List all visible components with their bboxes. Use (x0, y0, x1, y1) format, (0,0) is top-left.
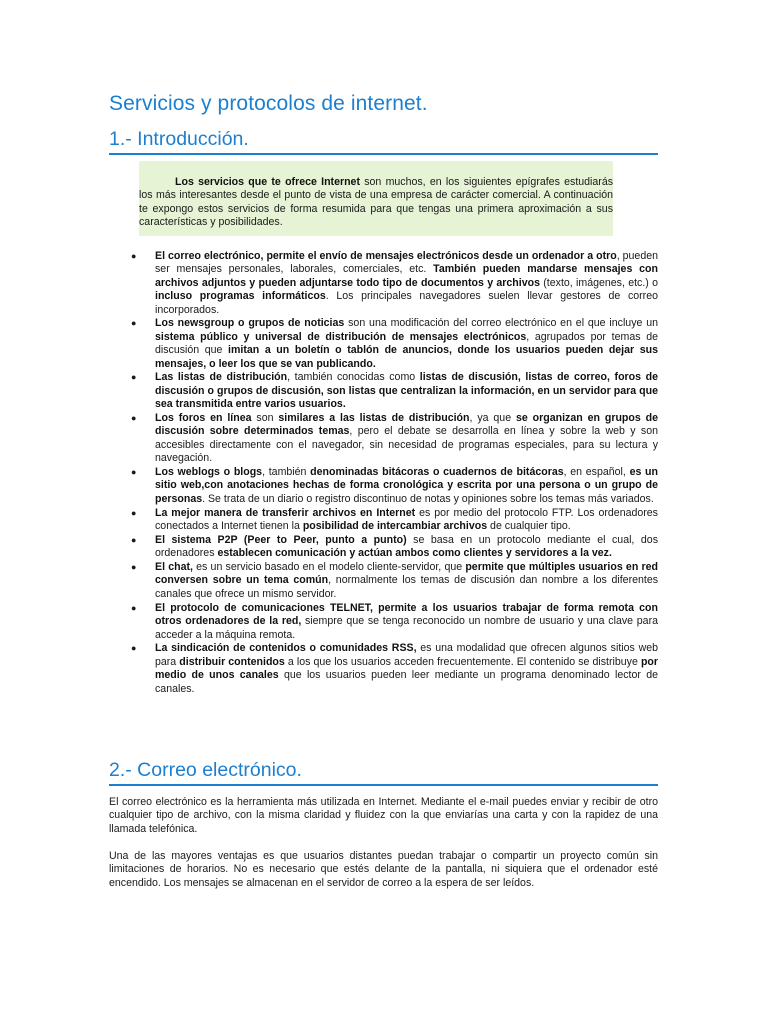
section-2-heading: 2.- Correo electrónico. (109, 759, 658, 786)
service-bold-text: El chat, (155, 561, 193, 574)
bullet-icon: ● (131, 534, 137, 545)
service-list-item (119, 534, 658, 561)
service-bold-text: permite que múltiples usuarios en red conversen sobre un tema común (155, 561, 658, 587)
services-list (119, 250, 658, 696)
service-text: es por medio del protocolo FTP. Los ordenadores conectados a Internet tienen la (155, 506, 658, 533)
service-text: , normalmente los temas de discusión dan nombre a los diferentes canales que ofrece un mismo servidor. (155, 574, 659, 600)
service-bold-text: denominadas bitácoras o cuadernos de bitácoras (310, 466, 564, 479)
service-text: , agrupados por temas de discusión que (155, 330, 658, 357)
service-list-item (119, 466, 658, 506)
service-list-item (119, 250, 658, 317)
service-bold-text: imitan a un boletín o tablón de anuncios, donde los usuarios pueden dejar sus mensajes, o leer los que se van publicando. (155, 344, 658, 370)
service-text: que los usuarios pueden leer mediante un programa denominado lector de canales. (155, 669, 658, 695)
service-bold-text: También pueden mandarse mensajes con archivos adjuntos y pueden adjuntarse todo tipo de documentos y archivos (155, 263, 658, 289)
service-list-item (119, 412, 658, 466)
service-bold-text: sistema público y universal de distribución de mensajes electrónicos (155, 330, 527, 343)
service-list-item (119, 642, 658, 696)
service-text: , en español, (563, 466, 630, 479)
intro-paragraph (139, 176, 613, 230)
service-bold-text: similares a las listas de distribución (278, 412, 470, 425)
bullet-icon: ● (131, 602, 137, 613)
service-text: , pueden ser mensajes personales, laborales, comerciales, etc. (155, 250, 658, 276)
service-bold-text: El sistema P2P (Peer to Peer, punto a punto) (155, 533, 407, 546)
service-list-item (119, 507, 658, 534)
service-bold-text: listas de discusión, listas de correo, foros de discusión o grupos de discusión, son listas que centralizan la información, en un servidor para que sea transmitida entre varios usuarios. (155, 371, 659, 411)
service-bold-text: incluso programas informáticos (155, 290, 326, 303)
bullet-icon: ● (131, 467, 137, 478)
service-list-item (119, 371, 658, 411)
service-text: es un servicio basado en el modelo cliente-servidor, que (192, 561, 466, 574)
service-text: . Los principales navegadores suelen llevar gestores de correo incorporados. (155, 290, 658, 316)
service-list-item (119, 317, 658, 371)
service-bold-text: La sindicación de contenidos o comunidades RSS, (155, 642, 417, 655)
service-bold-text: por medio de unos canales (155, 655, 659, 682)
bullet-icon: ● (131, 562, 137, 573)
service-text: , ya que (469, 412, 516, 425)
service-bold-text: posibilidad de intercambiar archivos (302, 520, 488, 533)
service-bold-text: es un sitio web,con anotaciones hechas de forma cronológica y escrita por una persona o un grupo de personas (155, 466, 659, 505)
service-bold-text: se organizan en grupos de discusión sobre determinados temas (155, 412, 659, 438)
service-bold-text: Los weblogs o blogs (155, 466, 263, 479)
bullet-icon: ● (131, 251, 137, 261)
service-text: es una modalidad que ofrecen algunos sitios web para (155, 642, 659, 668)
service-bold-text: Los newsgroup o grupos de noticias (155, 317, 345, 330)
service-list-item (119, 561, 658, 601)
intro-text: son muchos, en los siguientes epígrafes estudiarás los más interesantes desde el punto de vista de una empresa de carácter comercial. A continuación te expongo estos servicios de forma resumida para que tengas una primera aproximación a sus características y posibilidades. (139, 176, 614, 229)
bullet-icon: ● (131, 413, 137, 424)
service-text: son (251, 412, 279, 425)
service-bold-text: distribuir contenidos (179, 655, 285, 668)
service-text: , también (262, 466, 311, 479)
service-bold-text: El correo electrónico, permite el envío de mensajes electrónicos desde un ordenador a otro (155, 250, 617, 262)
service-bold-text: El protocolo de comunicaciones TELNET, permite a los usuarios trabajar de forma remota con otros ordenadores de la red, (155, 601, 658, 628)
bullet-icon: ● (131, 507, 137, 518)
intro-bold: Los servicios que te ofrece Internet (175, 176, 360, 188)
service-bold-text: establecen comunicación y actúan ambos como clientes y servidores a la vez. (217, 547, 612, 560)
service-bold-text: Los foros en línea (155, 412, 252, 425)
service-text: de cualquier tipo. (487, 520, 571, 533)
service-list-item (119, 602, 658, 642)
service-text: siempre que se tenga reconocido un nombre de usuario y una clave para acceder a la máquina remota. (155, 615, 658, 641)
service-text: (texto, imágenes, etc.) o (539, 276, 658, 289)
service-bold-text: La mejor manera de transferir archivos en Internet (155, 506, 416, 519)
section-1-heading: 1.- Introducción. (109, 128, 658, 155)
bullet-icon: ● (131, 643, 137, 654)
service-text: , también conocidas como (287, 371, 420, 384)
service-bold-text: Las listas de distribución (155, 371, 288, 384)
email-paragraph-2: Una de las mayores ventajas es que usuarios distantes puedan trabajar o compartir un proyecto común sin limitaciones de horarios. No es necesario que estés delante de la pantalla, ni siquiera que el ordenador esté encendido. Los mensajes se almacenan en el servidor de correo a la espera de ser leídos. (109, 850, 658, 889)
bullet-icon: ● (131, 372, 137, 383)
service-text: , pero el debate se desarrolla en línea y sobre la web y son accesibles directamente con el navegador, sin necesidad de programas especiales, para su lectura y navegación. (155, 425, 658, 465)
page-title: Servicios y protocolos de internet. (109, 92, 428, 115)
service-text: a los que los usuarios acceden frecuentemente. El contenido se distribuye (284, 655, 641, 668)
service-text: . Se trata de un diario o registro discontinuo de notas y opiniones sobre los temas más variados. (202, 492, 654, 505)
service-text: se basa en un protocolo mediante el cual, dos ordenadores (155, 533, 658, 560)
service-text: son una modificación del correo electrónico en el que incluye un (344, 317, 658, 330)
intro-box (139, 161, 613, 236)
email-paragraph-1: El correo electrónico es la herramienta más utilizada en Internet. Mediante el e-mail puedes enviar y recibir de otro cualquier tipo de archivo, con la misma claridad y fluidez con la que enviarías una carta y con la rapidez de una llamada telefónica. (109, 796, 658, 835)
bullet-icon: ● (131, 318, 137, 329)
